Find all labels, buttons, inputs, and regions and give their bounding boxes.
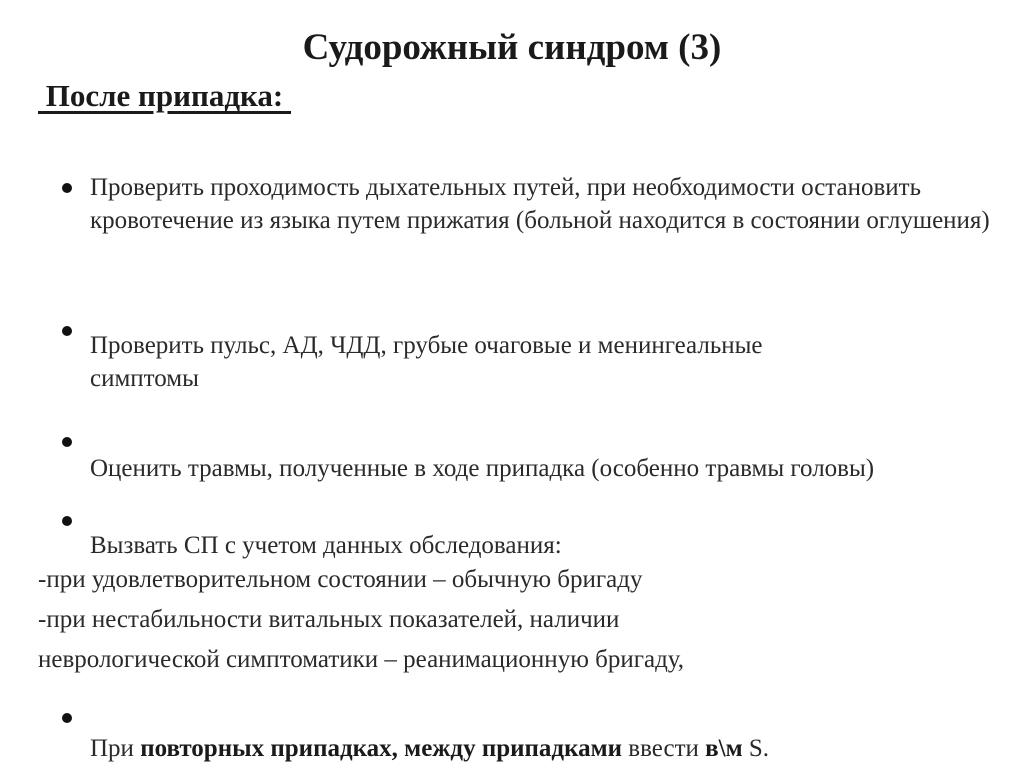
list-item-2-line-2: симптомы: [90, 365, 199, 392]
list-item-5-emphasis-2: в\м: [705, 735, 743, 762]
bullet-icon: [62, 516, 72, 526]
bullet-icon: [62, 713, 72, 723]
bullet-icon: [62, 326, 72, 336]
bullet-icon: [62, 183, 72, 193]
list-item-4-sub-2: -при нестабильности витальных показателей, наличии: [38, 606, 620, 633]
list-item-4-sub-1: -при удовлетворительном состоянии – обычную бригаду: [38, 566, 643, 593]
bullet-icon: [62, 437, 72, 447]
list-item-5-emphasis-1: повторных припадках, между припадками: [140, 735, 623, 762]
slide-title: Судорожный синдром (3): [302, 27, 722, 68]
list-item-2-line-1: Проверить пульс, АД, ЧДД, грубые очаговые и менингеальные: [90, 332, 763, 359]
section-heading: После припадка:: [38, 78, 291, 113]
list-item-3: Оценить травмы, полученные в ходе припадка (особенно травмы головы): [90, 455, 875, 482]
list-item-1: Проверить проходимость дыхательных путей, при необходимости остановить кровотечение из языка путем прижатия (больной находится в состоянии оглушения): [90, 174, 990, 234]
list-item-4: Вызвать СП с учетом данных обследования:: [90, 532, 562, 559]
list-item-5-part-1: При: [90, 735, 141, 762]
list-item-5-part-3: S.: [742, 735, 770, 762]
list-item-5: [90, 732, 769, 765]
list-item-4-sub-3: неврологической симптоматики – реанимационную бригаду,: [38, 646, 685, 673]
list-item-5-part-2: ввести: [622, 735, 706, 762]
list-item-2: [90, 329, 990, 395]
